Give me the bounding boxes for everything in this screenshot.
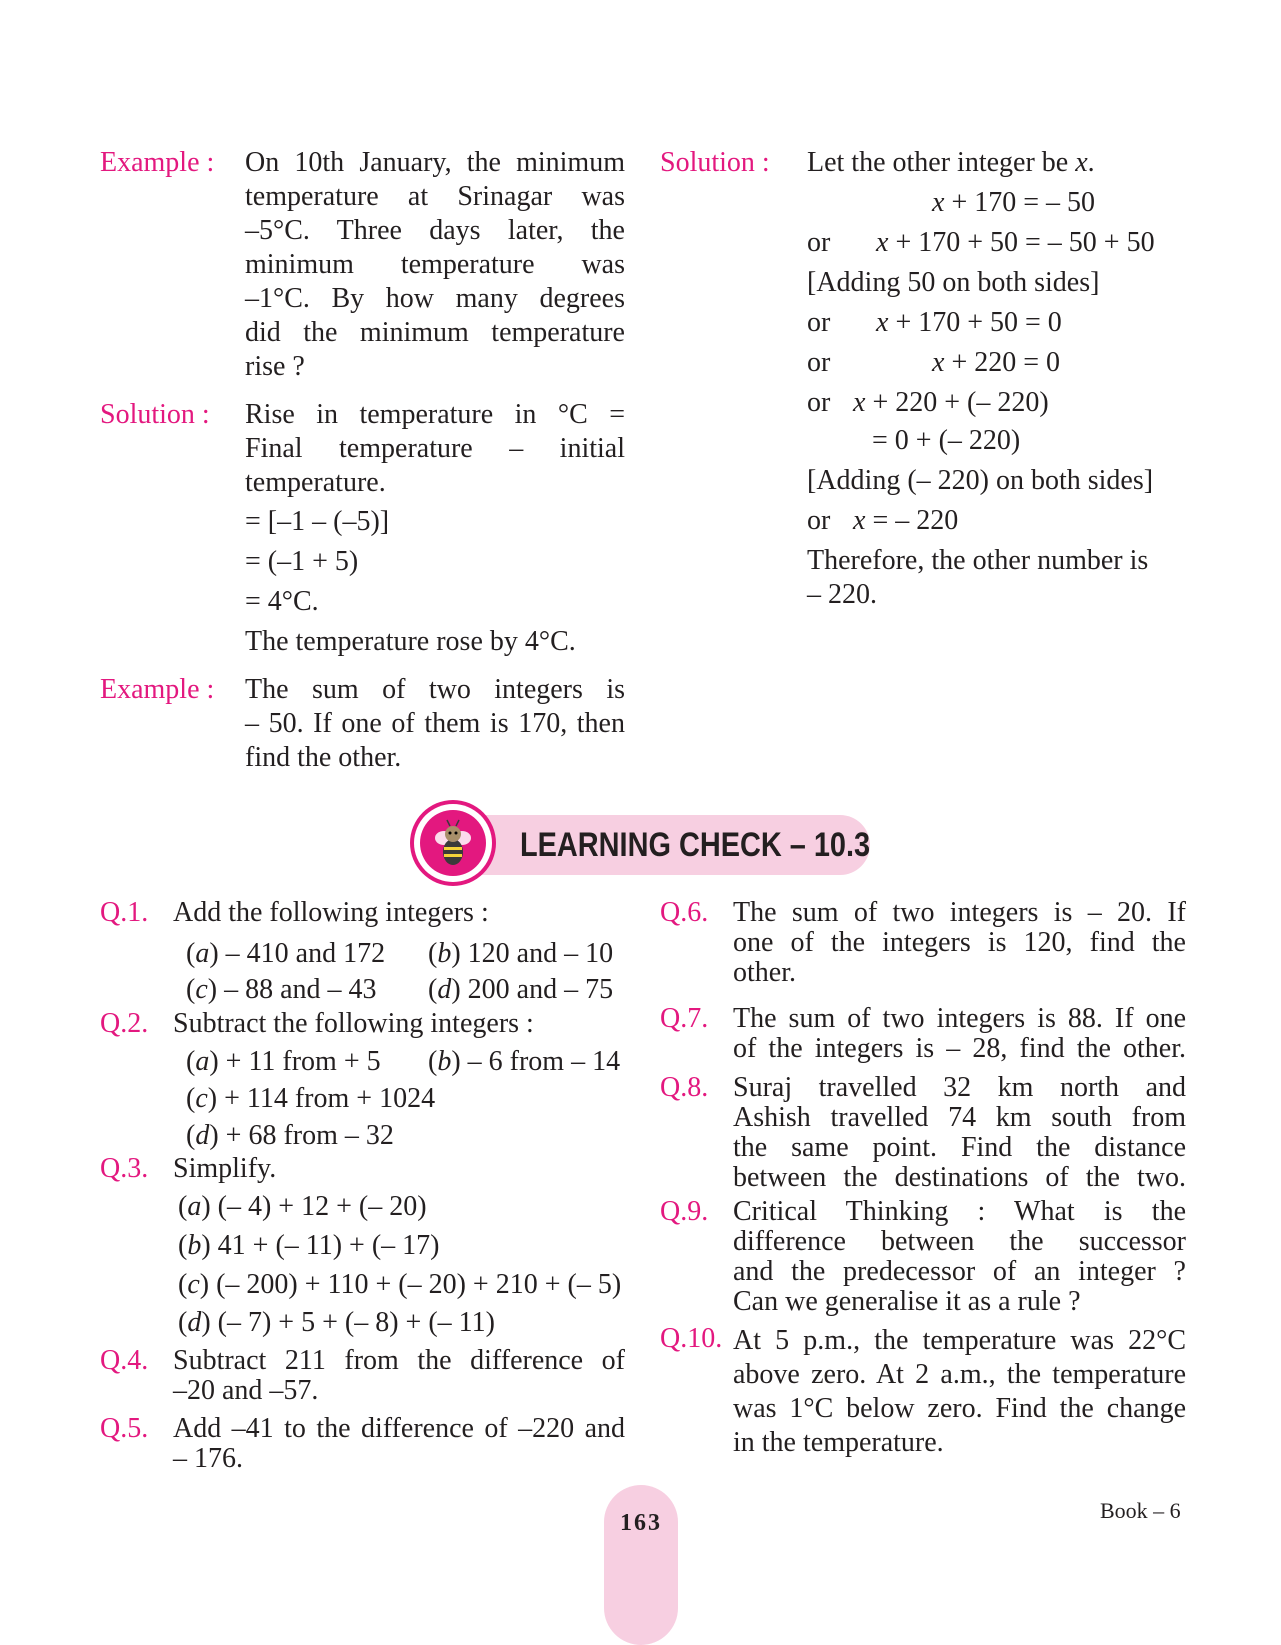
or-word: or (807, 387, 831, 418)
question-label: Q.3. (100, 1153, 149, 1184)
question-text: Critical Thinking : What is the difference between the successor and the predecessor of an integer ? Can we generalise it as a rule ? (733, 1196, 1186, 1317)
equation: x + 220 + (– 220) (853, 387, 1049, 418)
question-part: (a) (– 4) + 12 + (– 20) (178, 1191, 427, 1222)
question-part: (c) – 88 and – 43 (186, 974, 377, 1005)
question-text: Simplify. (173, 1153, 277, 1184)
solution-label: Solution : (660, 147, 770, 178)
bee-mascot-icon (420, 810, 486, 876)
question-text: The sum of two integers is 88. If one of the integers is – 28, find the other. (733, 1003, 1186, 1064)
question-text: Add the following integers : (173, 897, 489, 928)
question-part: (b) 41 + (– 11) + (– 17) (178, 1230, 440, 1261)
question-text: Suraj travelled 32 km north and Ashish travelled 74 km south from the same point. Find the distance between the destinations of the two. (733, 1072, 1186, 1193)
question-text: Add –41 to the difference of –220 and – 176. (173, 1413, 625, 1474)
equation: x + 170 = – 50 (932, 187, 1096, 218)
question-label: Q.8. (660, 1072, 709, 1103)
equation: x + 170 + 50 = – 50 + 50 (876, 227, 1155, 258)
page-number: 163 (620, 1510, 662, 1536)
solution-step: = [–1 – (–5)] (245, 506, 390, 537)
question-part: (d) + 68 from – 32 (186, 1120, 394, 1151)
question-part: (d) 200 and – 75 (428, 974, 614, 1005)
solution-step: = 4°C. (245, 586, 319, 617)
question-part: (d) (– 7) + 5 + (– 8) + (– 11) (178, 1307, 495, 1338)
question-label: Q.2. (100, 1008, 149, 1039)
question-label: Q.4. (100, 1345, 149, 1376)
equation: x = – 220 (853, 505, 959, 536)
solution-conclusion: Therefore, the other number is (807, 545, 1149, 576)
equation: = 0 + (– 220) (872, 425, 1021, 456)
solution-conclusion: The temperature rose by 4°C. (245, 626, 576, 657)
question-part: (a) – 410 and 172 (186, 938, 386, 969)
question-text: The sum of two integers is – 20. If one of the integers is 120, find the other. (733, 897, 1186, 988)
solution-text: Rise in temperature in °C = Final temperature – initial temperature. (245, 399, 625, 498)
solution-label: Solution : (100, 399, 210, 430)
question-label: Q.7. (660, 1003, 709, 1034)
or-word: or (807, 227, 831, 258)
question-text: Subtract 211 from the difference of –20 and –57. (173, 1345, 625, 1406)
example-text: On 10th January, the minimum temperature at Srinagar was –5°C. Three days later, the minimum temperature was –1°C. By how many degrees did the minimum temperature rise ? (245, 147, 625, 382)
or-word: or (807, 307, 831, 338)
or-word: or (807, 347, 831, 378)
equation: x + 220 = 0 (932, 347, 1061, 378)
question-part: (c) + 114 from + 1024 (186, 1083, 436, 1114)
equation: x + 170 + 50 = 0 (876, 307, 1062, 338)
solution-intro: Let the other integer be x. (807, 147, 1095, 178)
solution-note: [Adding (– 220) on both sides] (807, 465, 1154, 496)
question-label: Q.10. (660, 1323, 723, 1354)
book-label: Book – 6 (1100, 1498, 1181, 1523)
question-part: (c) (– 200) + 110 + (– 20) + 210 + (– 5) (178, 1269, 622, 1300)
learning-check-title: LEARNING CHECK – 10.3 (520, 826, 871, 864)
or-word: or (807, 505, 831, 536)
question-text: At 5 p.m., the temperature was 22°C above zero. At 2 a.m., the temperature was 1°C below zero. Find the change in the temperature. (733, 1325, 1186, 1458)
question-label: Q.6. (660, 897, 709, 928)
solution-conclusion: – 220. (807, 579, 877, 610)
question-part: (a) + 11 from + 5 (186, 1046, 381, 1077)
solution-step: = (–1 + 5) (245, 546, 359, 577)
question-label: Q.1. (100, 897, 149, 928)
example-text: The sum of two integers is – 50. If one of them is 170, then find the other. (245, 674, 625, 773)
example-label: Example : (100, 147, 215, 178)
question-label: Q.5. (100, 1413, 149, 1444)
solution-note: [Adding 50 on both sides] (807, 267, 1100, 298)
question-label: Q.9. (660, 1196, 709, 1227)
question-part: (b) 120 and – 10 (428, 938, 614, 969)
question-text: Subtract the following integers : (173, 1008, 534, 1039)
example-label: Example : (100, 674, 215, 705)
question-part: (b) – 6 from – 14 (428, 1046, 621, 1077)
